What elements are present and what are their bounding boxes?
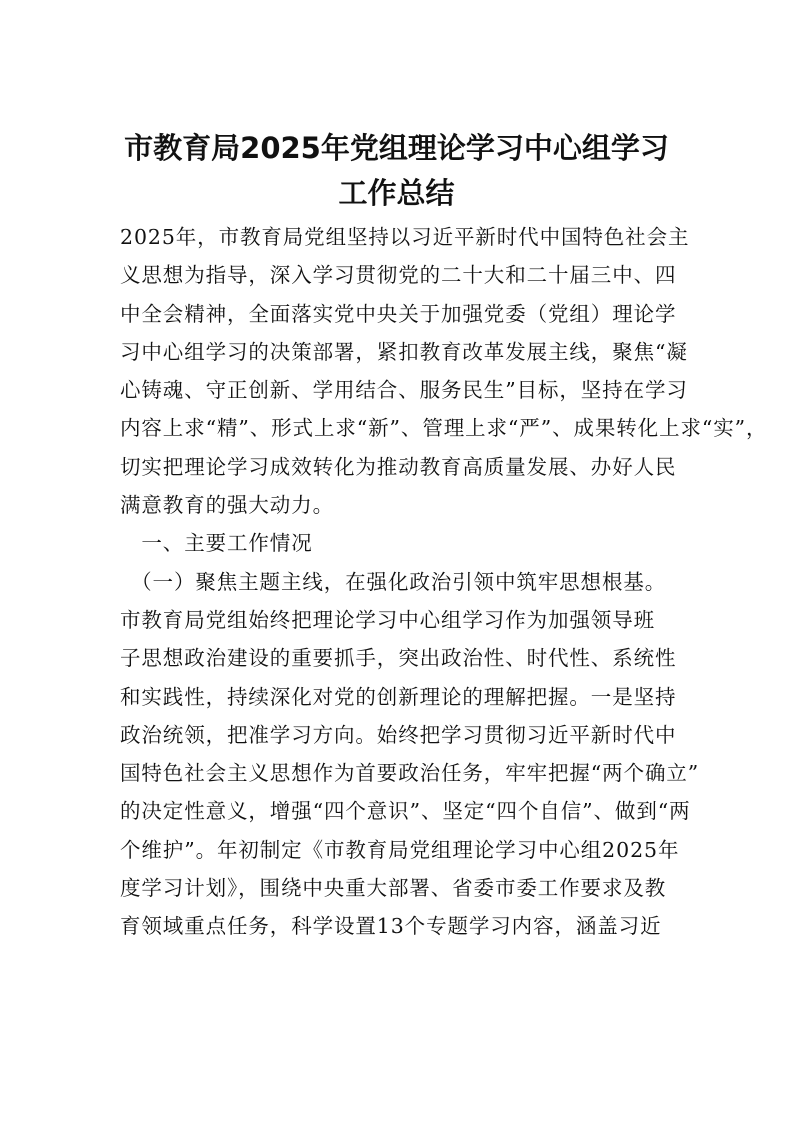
body-line: 国特色社会主义思想作为首要政治任务，牢牢把握“两个确立” — [120, 761, 700, 786]
section-heading: 一、主要工作情况 — [120, 531, 313, 556]
subsection-heading: （一）聚焦主题主线，在强化政治引领中筑牢思想根基。 — [120, 569, 667, 594]
body-line: 心铸魂、守正创新、学用结合、服务民生”目标，坚持在学习 — [120, 378, 688, 403]
body-line: 子思想政治建设的重要抓手，突出政治性、时代性、系统性 — [120, 646, 677, 671]
body-line: 习中心组学习的决策部署，紧扣教育改革发展主线，聚焦“凝 — [120, 339, 688, 364]
body-line: 义思想为指导，深入学习贯彻党的二十大和二十届三中、四 — [120, 263, 677, 288]
body-line: 切实把理论学习成效转化为推动教育高质量发展、办好人民 — [120, 454, 677, 479]
body-line: 育领域重点任务，科学设置13个专题学习内容，涵盖习近 — [120, 914, 662, 939]
body-line: 2025年，市教育局党组坚持以习近平新时代中国特色社会主 — [120, 225, 690, 249]
body-line: 市教育局党组始终把理论学习中心组学习作为加强领导班 — [120, 607, 655, 632]
body-line: 和实践性，持续深化对党的创新理论的理解把握。一是坚持 — [120, 684, 677, 709]
document-body — [120, 218, 768, 946]
body-line: 政治统领，把准学习方向。始终把学习贯彻习近平新时代中 — [120, 722, 677, 747]
body-line: 个维护”。年初制定《市教育局党组理论学习中心组2025年 — [120, 837, 680, 862]
body-line: 度学习计划》，围绕中央重大部署、省委市委工作要求及教 — [120, 876, 667, 901]
document-title-line-2: 工作总结 — [338, 176, 455, 210]
body-line: 满意教育的强大动力。 — [120, 493, 334, 518]
body-line: 内容上求“精”、形式上求“新”、管理上求“严”、成果转化上求“实”， — [120, 416, 768, 441]
document-title-line-1: 市教育局2025年党组理论学习中心组学习 — [124, 131, 669, 165]
body-line: 的决定性意义，增强“四个意识”、坚定“四个自信”、做到“两 — [120, 799, 691, 824]
body-line: 中全会精神，全面落实党中央关于加强党委（党组）理论学 — [120, 301, 677, 326]
